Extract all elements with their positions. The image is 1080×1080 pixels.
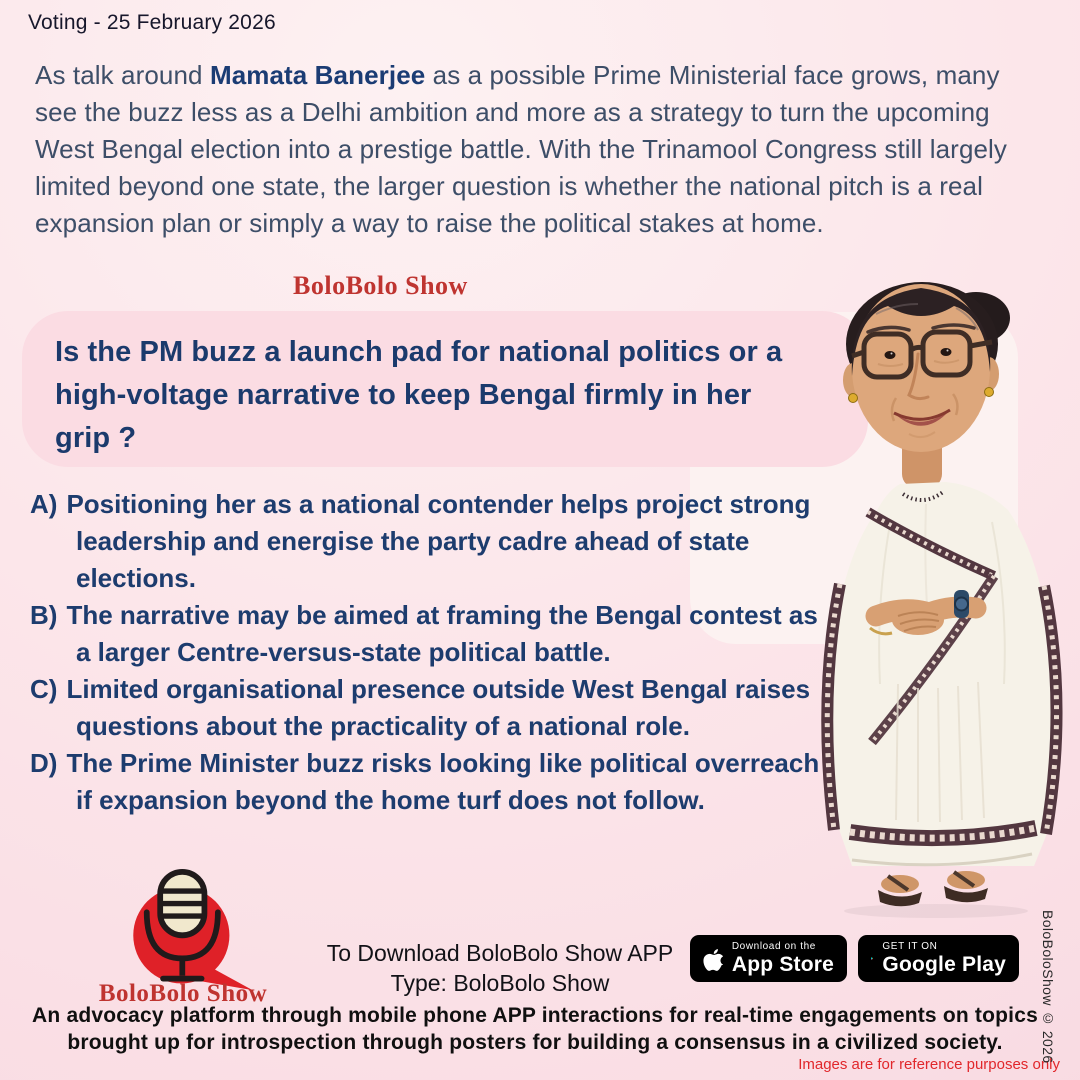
play-triangle-icon bbox=[871, 945, 873, 972]
app-store-badge[interactable] bbox=[690, 935, 847, 982]
google-play-tagline: GET IT ON bbox=[882, 941, 938, 952]
app-store-tagline: Download on the bbox=[731, 941, 816, 952]
mamata-banerjee-highlight: Mamata Banerjee bbox=[209, 60, 426, 90]
intro-pre: As talk around bbox=[35, 60, 210, 90]
download-line2: Type: BoloBolo Show bbox=[390, 970, 610, 996]
option-b-label: B) bbox=[30, 600, 58, 630]
advocacy-text: An advocacy platform through mobile phone APP interactions for real-time engagements on topics brought up for introspection through posters for building a consensus in a civilized society. bbox=[32, 1004, 1038, 1054]
option-d bbox=[30, 745, 830, 819]
date-label: Voting - 25 February 2026 bbox=[28, 11, 276, 34]
brand-wordmark-inline: BoloBolo Show bbox=[293, 271, 468, 300]
option-d-text: The Prime Minister buzz risks looking like political overreach if expansion beyond the home turf does not follow. bbox=[66, 748, 820, 815]
google-play-badge[interactable] bbox=[858, 935, 1019, 982]
option-a-text: Positioning her as a national contender helps project strong leadership and energise the party cadre ahead of state elections. bbox=[66, 489, 811, 593]
option-a bbox=[30, 486, 830, 597]
option-b-text: The narrative may be aimed at framing the Bengal contest as a larger Centre-versus-state political battle. bbox=[66, 600, 818, 667]
download-line1: To Download BoloBolo Show APP bbox=[326, 940, 674, 966]
image-disclaimer: Images are for reference purposes only bbox=[798, 1056, 1060, 1073]
google-play-label: Google Play bbox=[882, 953, 1006, 976]
intro-paragraph bbox=[35, 57, 1047, 242]
option-c-text: Limited organisational presence outside West Bengal raises questions about the practicality of a national role. bbox=[66, 674, 811, 741]
brand-wordmark-footer: BoloBolo Show bbox=[98, 980, 268, 1007]
option-c-label: C) bbox=[30, 674, 58, 704]
bolobolo-logo bbox=[105, 868, 275, 993]
mamata-banerjee-portrait bbox=[806, 264, 1078, 920]
intro-post: as a possible Prime Ministerial face grows, many see the buzz less as a Delhi ambition and more as a strategy to turn the upcoming West Bengal election into a prestige battle. With the Trinamool Congress still largely limited beyond one state, the larger question is whether the national pitch is a real expansion plan or simply a way to raise the political stakes at home. bbox=[35, 60, 1008, 238]
option-a-label: A) bbox=[30, 489, 58, 519]
copyright-vertical: BoloBoloShow © 2026 bbox=[1040, 910, 1056, 1064]
apple-icon bbox=[703, 944, 723, 974]
options-list bbox=[30, 486, 830, 819]
question-text: Is the PM buzz a launch pad for national politics or a high-voltage narrative to keep Bengal firmly in her grip ? bbox=[55, 336, 783, 454]
option-b bbox=[30, 597, 830, 671]
option-d-label: D) bbox=[30, 748, 58, 778]
option-c bbox=[30, 671, 830, 745]
download-instructions bbox=[320, 938, 680, 998]
app-store-label: App Store bbox=[731, 953, 834, 976]
